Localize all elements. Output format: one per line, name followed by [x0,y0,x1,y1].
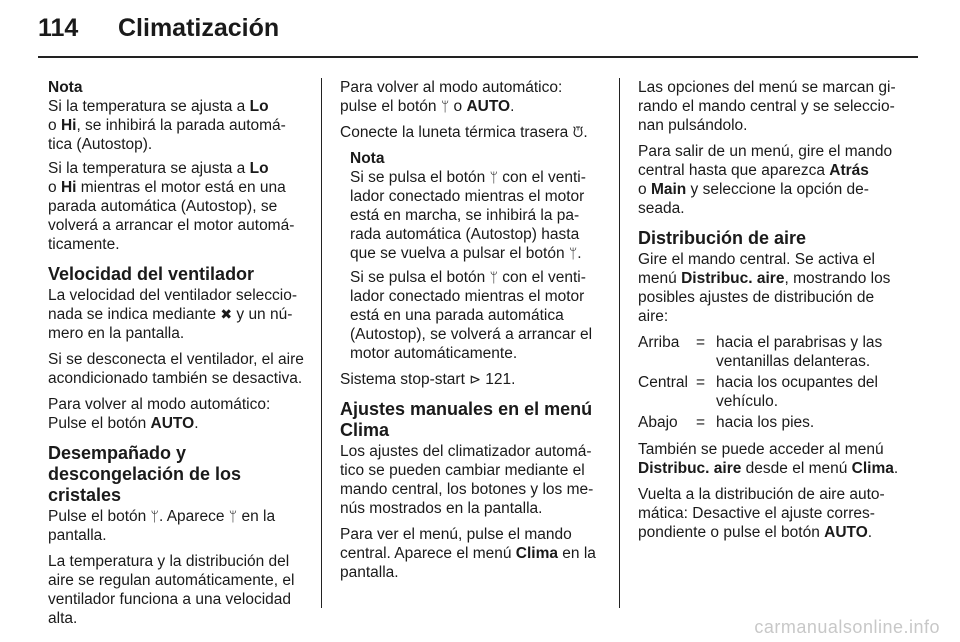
fan-icon: ✖ [220,306,233,322]
paragraph: La temperatura y la distribución del aire se regulan automáticamente, el ventilador funciona a una velocidad alta. [48,553,295,627]
paragraph: La velocidad del ventilador seleccio-nada se indica mediante ✖ y un nú-mero en la pantalla. [48,287,298,342]
column-divider [619,78,620,608]
paragraph: Para volver al modo automático: pulse el botón ᛘ o AUTO. [340,79,563,115]
paragraph: Si se desconecta el ventilador, el aire acondicionado también se desactiva. [48,351,304,387]
page-title: Climatización [118,14,280,42]
definition-list [638,333,903,432]
note-paragraph: Si la temperatura se ajusta a Lo o Hi mientras el motor está en una parada automática (Autostop), se volverá a arrancar el motor automá-ticamente. [48,160,295,253]
definition-equals: = [696,374,706,391]
paragraph: Pulse el botón ᛘ. Aparece ᛘ en la pantalla. [48,508,276,544]
note-paragraph: Si se pulsa el botón ᛘ con el venti-lador conectado mientras el motor está en una parada automática (Autostop), se volverá a arrancar el motor automáticamente. [350,269,593,362]
paragraph: También se puede acceder al menú Distribuc. aire desde el menú Clima. [638,441,899,477]
note-paragraph: Si la temperatura se ajusta a Lo o Hi, se inhibirá la parada automá-tica (Autostop). [48,98,286,153]
definition-row [638,373,903,411]
defrost-icon: ᛘ [150,508,159,524]
definition-term: Arriba [638,334,680,351]
note-title: Nota [350,150,385,167]
definition-term: Central [638,374,688,391]
page-number: 114 [38,14,79,42]
note-title: Nota [48,79,83,96]
note-paragraph: Si se pulsa el botón ᛘ con el venti-lador conectado mientras el motor está en marcha, se inhibirá la pa-rada automática (Autostop) hasta que se vuelva a pulsar el botón ᛘ. [350,169,586,262]
paragraph: Para salir de un menú, gire el mando central hasta que aparezca Atrás o Main y seleccione la opción de-seada. [638,143,893,217]
cross-reference[interactable]: Sistema stop-start ⊳ 121. [340,371,516,388]
column-1 [48,78,306,635]
section-heading-defrost: Desempañado y descongelación de los cristales [48,443,242,505]
note-box [48,78,306,254]
definition-row [638,413,903,432]
watermark: carmanualsonline.info [754,617,940,637]
definition-row [638,333,903,371]
section-heading-air-distribution: Distribución de aire [638,228,807,248]
column-2 [340,78,602,589]
definition-term: Abajo [638,414,678,431]
paragraph: Conecte la luneta térmica trasera ᙈ. [340,124,588,141]
definition-equals: = [696,414,706,431]
page-header [38,14,918,54]
defrost-icon: ᛘ [228,508,238,524]
defrost-icon: ᛘ [489,269,498,285]
header-rule [38,56,918,58]
definition-description: hacia los ocupantes del vehículo. [716,374,879,410]
section-heading-fan-speed: Velocidad del ventilador [48,264,255,284]
definition-description: hacia el parabrisas y las ventanillas delanteras. [716,334,883,370]
section-heading-manual-settings: Ajustes manuales en el menú Clima [340,399,593,440]
paragraph: Vuelta a la distribución de aire auto-mática: Desactive el ajuste corres-pondiente o pulse el botón AUTO. [638,486,885,541]
column-3 [638,78,903,549]
column-divider [321,78,322,608]
arrow-reference-icon: ⊳ [469,371,481,387]
definition-equals: = [696,334,706,351]
rear-window-heating-icon: ᙈ [572,124,584,140]
defrost-icon: ᛘ [489,169,498,185]
paragraph: Los ajustes del climatizador automá-tico se pueden cambiar mediante el mando central, los botones y los me-nús mostrados en la pantalla. [340,443,594,517]
defrost-icon: ᛘ [568,245,578,261]
definition-description: hacia los pies. [716,414,815,431]
paragraph: Para volver al modo automático: Pulse el botón AUTO. [48,396,271,432]
paragraph: Para ver el menú, pulse el mando central. Aparece el menú Clima en la pantalla. [340,526,596,581]
note-box [340,149,602,363]
defrost-icon: ᛘ [440,98,450,114]
paragraph: Gire el mando central. Se activa el menú Distribuc. aire, mostrando los posibles ajustes de distribución de aire: [638,251,891,325]
paragraph: Las opciones del menú se marcan gi-rando el mando central y se seleccio-nan pulsándolo. [638,79,896,134]
